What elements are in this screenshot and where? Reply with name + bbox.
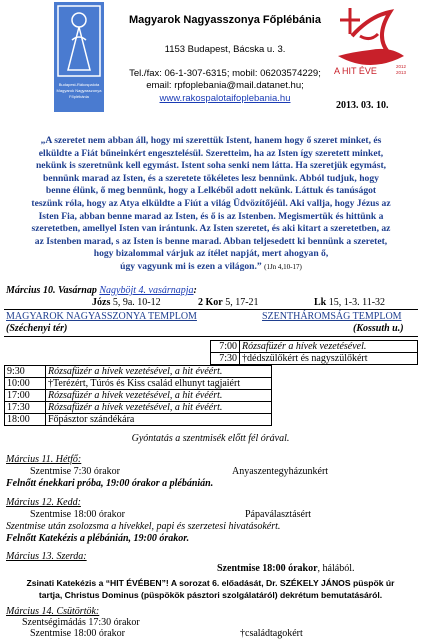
- schedule-text: †dédszülőkért és nagyszülőkért: [240, 353, 418, 365]
- gospel-book: Lk: [314, 297, 327, 308]
- schedule-time: 10:00: [5, 378, 46, 390]
- schedule-text: Rózsafüzér a hívek vezetésével, a hit évéért.: [46, 366, 272, 378]
- parish-website-link[interactable]: www.rakospalotaifoplebania.hu: [159, 93, 291, 104]
- church-right-location: (Kossuth u.): [353, 323, 404, 334]
- scripture-quote: [6, 135, 416, 274]
- wednesday-intention: , hálából.: [317, 563, 355, 574]
- thursday-intention: †családtagokért: [240, 628, 303, 639]
- monday-intention: Anyaszentegyházunkért: [232, 466, 329, 477]
- table-row: [5, 402, 272, 414]
- parish-address: 1153 Budapest, Bácska u. 3.: [164, 44, 286, 55]
- logo-line-3: Főplébánia: [69, 94, 89, 99]
- schedule-text: Rózsafüzér a hívek vezetésével.: [240, 341, 418, 353]
- wednesday-note-2: tartja, Christus Dominus (püspökök pásztori szolgálatáról) dekrétum bemutatásáról.: [38, 590, 383, 600]
- year-of-faith-logo: [330, 6, 412, 98]
- quote-line: elküldte a Fiát bűneinkért engesztelésül. Szeretteim, ha az Isten így szeretett minket,: [38, 147, 384, 159]
- thursday-heading: Március 14. Csütörtök:: [6, 606, 100, 617]
- schedule-text: Rózsafüzér a hívek vezetésével, a hit évéért.: [46, 390, 272, 402]
- table-row: [5, 366, 272, 378]
- year-end: 2013: [396, 70, 407, 75]
- logo-line-2: Magyarok Nagyasszonya: [56, 88, 102, 93]
- church-left-name: MAGYAROK NAGYASSZONYA TEMPLOM: [6, 311, 197, 322]
- parish-title: Magyarok Nagyasszonya Főplébánia: [129, 14, 321, 26]
- thursday-mass: Szentmise 18:00 órakor: [30, 628, 125, 639]
- quote-line: „A szeretet nem abban áll, hogy mi szerettük Istent, hanem hogy ő szeret minket, és: [40, 135, 382, 146]
- sunday-date: Március 10. Vasárnap: [6, 285, 97, 296]
- logo-line-1: Budapest-Rákospalota: [58, 82, 100, 87]
- table-row: [5, 390, 272, 402]
- tuesday-intention: Pápaválasztásért: [245, 509, 312, 520]
- table-row: [211, 353, 418, 365]
- quote-line: szeretetben, amellyel Isten van irántunk. Az Isten szeretet, és aki kitart a szeretetben, az: [31, 223, 391, 235]
- year-of-faith-label: A HIT ÉVE: [334, 66, 377, 76]
- quote-line: benne élünk, ő meg bennünk, hogy a Lelkéből adott nekünk. Láttuk és tanúságot: [45, 185, 377, 197]
- bulletin-date: 2013. 03. 10.: [336, 100, 389, 111]
- table-row: [5, 414, 272, 426]
- table-row: [211, 341, 418, 353]
- quote-line: nekünk is szeretnünk kell egymást. Istent soha senki nem látta. Ha szeretjük egymást,: [35, 160, 387, 172]
- reading-1-book: Józs: [92, 297, 111, 308]
- wednesday-note-1: Zsinati Katekézis a “HIT ÉVÉBEN”! A sorozat 6. előadását, Dr. SZÉKELY JÁNOS püspök úr: [26, 578, 395, 588]
- quote-reference: (1Jn 4,10-17): [264, 262, 302, 271]
- quote-line: teszünk róla, hogy az Atya elküldte a Fiút a világ Üdvözítőjéül. Aki vallja, hogy Jézus az: [31, 197, 391, 209]
- gospel-ref: 15, 1-3. 11-32: [328, 297, 386, 308]
- schedule-text: Rózsafüzér a hívek vezetésével, a hit évéért.: [46, 402, 272, 414]
- sunday-heading: [6, 285, 197, 296]
- left-church-schedule: [4, 365, 272, 426]
- confession-note: Gyóntatás a szentmisék előtt fél órával.: [131, 433, 290, 444]
- reading-2-book: 2 Kor: [198, 297, 223, 308]
- sunday-feast-link[interactable]: Nagyböjt 4. vasárnapja: [99, 285, 194, 296]
- right-church-schedule: [210, 340, 418, 365]
- schedule-text: Főpásztor szándékára: [46, 414, 272, 426]
- schedule-text: †Terézért, Túrós és Kiss család elhunyt tagjaiért: [46, 378, 272, 390]
- parish-phone: Tel./fax: 06-1-307-6315; mobil: 06203574229;: [129, 68, 321, 79]
- monday-mass: Szentmise 7:30 órakor: [30, 466, 120, 477]
- schedule-time: 17:30: [5, 402, 46, 414]
- tuesday-note-2: Felnőtt Katekézis a plébánián, 19:00 órakor.: [6, 533, 190, 544]
- church-right-name: SZENTHÁROMSÁG TEMPLOM: [262, 311, 402, 322]
- boat-cross-icon: [330, 6, 412, 98]
- quote-line: hogy bizalommal várjuk az ítélet napját, mert ahogyan ő,: [93, 248, 329, 260]
- reading-1-ref: 5, 9a. 10-12: [112, 297, 161, 308]
- table-row: [5, 378, 272, 390]
- quote-last-line: úgy vagyunk mi is ezen a világon.”: [120, 260, 262, 272]
- church-left-location: (Széchenyi tér): [6, 323, 68, 334]
- schedule-time: 7:30: [211, 353, 240, 365]
- wednesday-heading: Március 13. Szerda:: [6, 551, 87, 562]
- thursday-adoration: Szentségimádás 17:30 órakor: [22, 617, 140, 628]
- quote-line: az Istenben marad, s az Isten is benne marad. Abban teljesedett ki bennünk a szeretet,: [34, 235, 388, 247]
- quote-line: Isten Fia, abban benne marad az Isten, és ő is az Istenben. Megismertük és hittünk a: [38, 210, 384, 222]
- sunday-colon: :: [193, 285, 197, 296]
- reading-1: [92, 297, 161, 308]
- parish-logo: [54, 2, 104, 112]
- monday-note: Felnőtt énekkari próba, 19:00 órakor a plébánián.: [6, 478, 214, 489]
- tuesday-mass: Szentmise 18:00 órakor: [30, 509, 125, 520]
- schedule-time: 7:00: [211, 341, 240, 353]
- gospel: [314, 297, 385, 308]
- quote-line: bennünk marad az Isten, és a szeretete tökéletes lesz bennünk. Abból tudjuk, hogy: [43, 172, 379, 184]
- schedule-time: 18:00: [5, 414, 46, 426]
- reading-2: [198, 297, 259, 308]
- schedule-time: 17:00: [5, 390, 46, 402]
- wednesday-mass-time: Szentmise 18:00 órakor: [217, 563, 318, 574]
- monday-heading: Március 11. Hétfő:: [6, 454, 82, 465]
- year-start: 2012: [396, 64, 407, 69]
- tuesday-note-1: Szentmise után zsolozsma a hívekkel, papi és szerzetesi hivatásokért.: [6, 521, 281, 532]
- schedule-time: 9:30: [5, 366, 46, 378]
- wednesday-mass: [217, 563, 354, 574]
- parish-email: email: rpfoplebania@mail.datanet.hu;: [146, 80, 304, 91]
- tuesday-heading: Március 12. Kedd:: [6, 497, 81, 508]
- reading-2-ref: 5, 17-21: [225, 297, 259, 308]
